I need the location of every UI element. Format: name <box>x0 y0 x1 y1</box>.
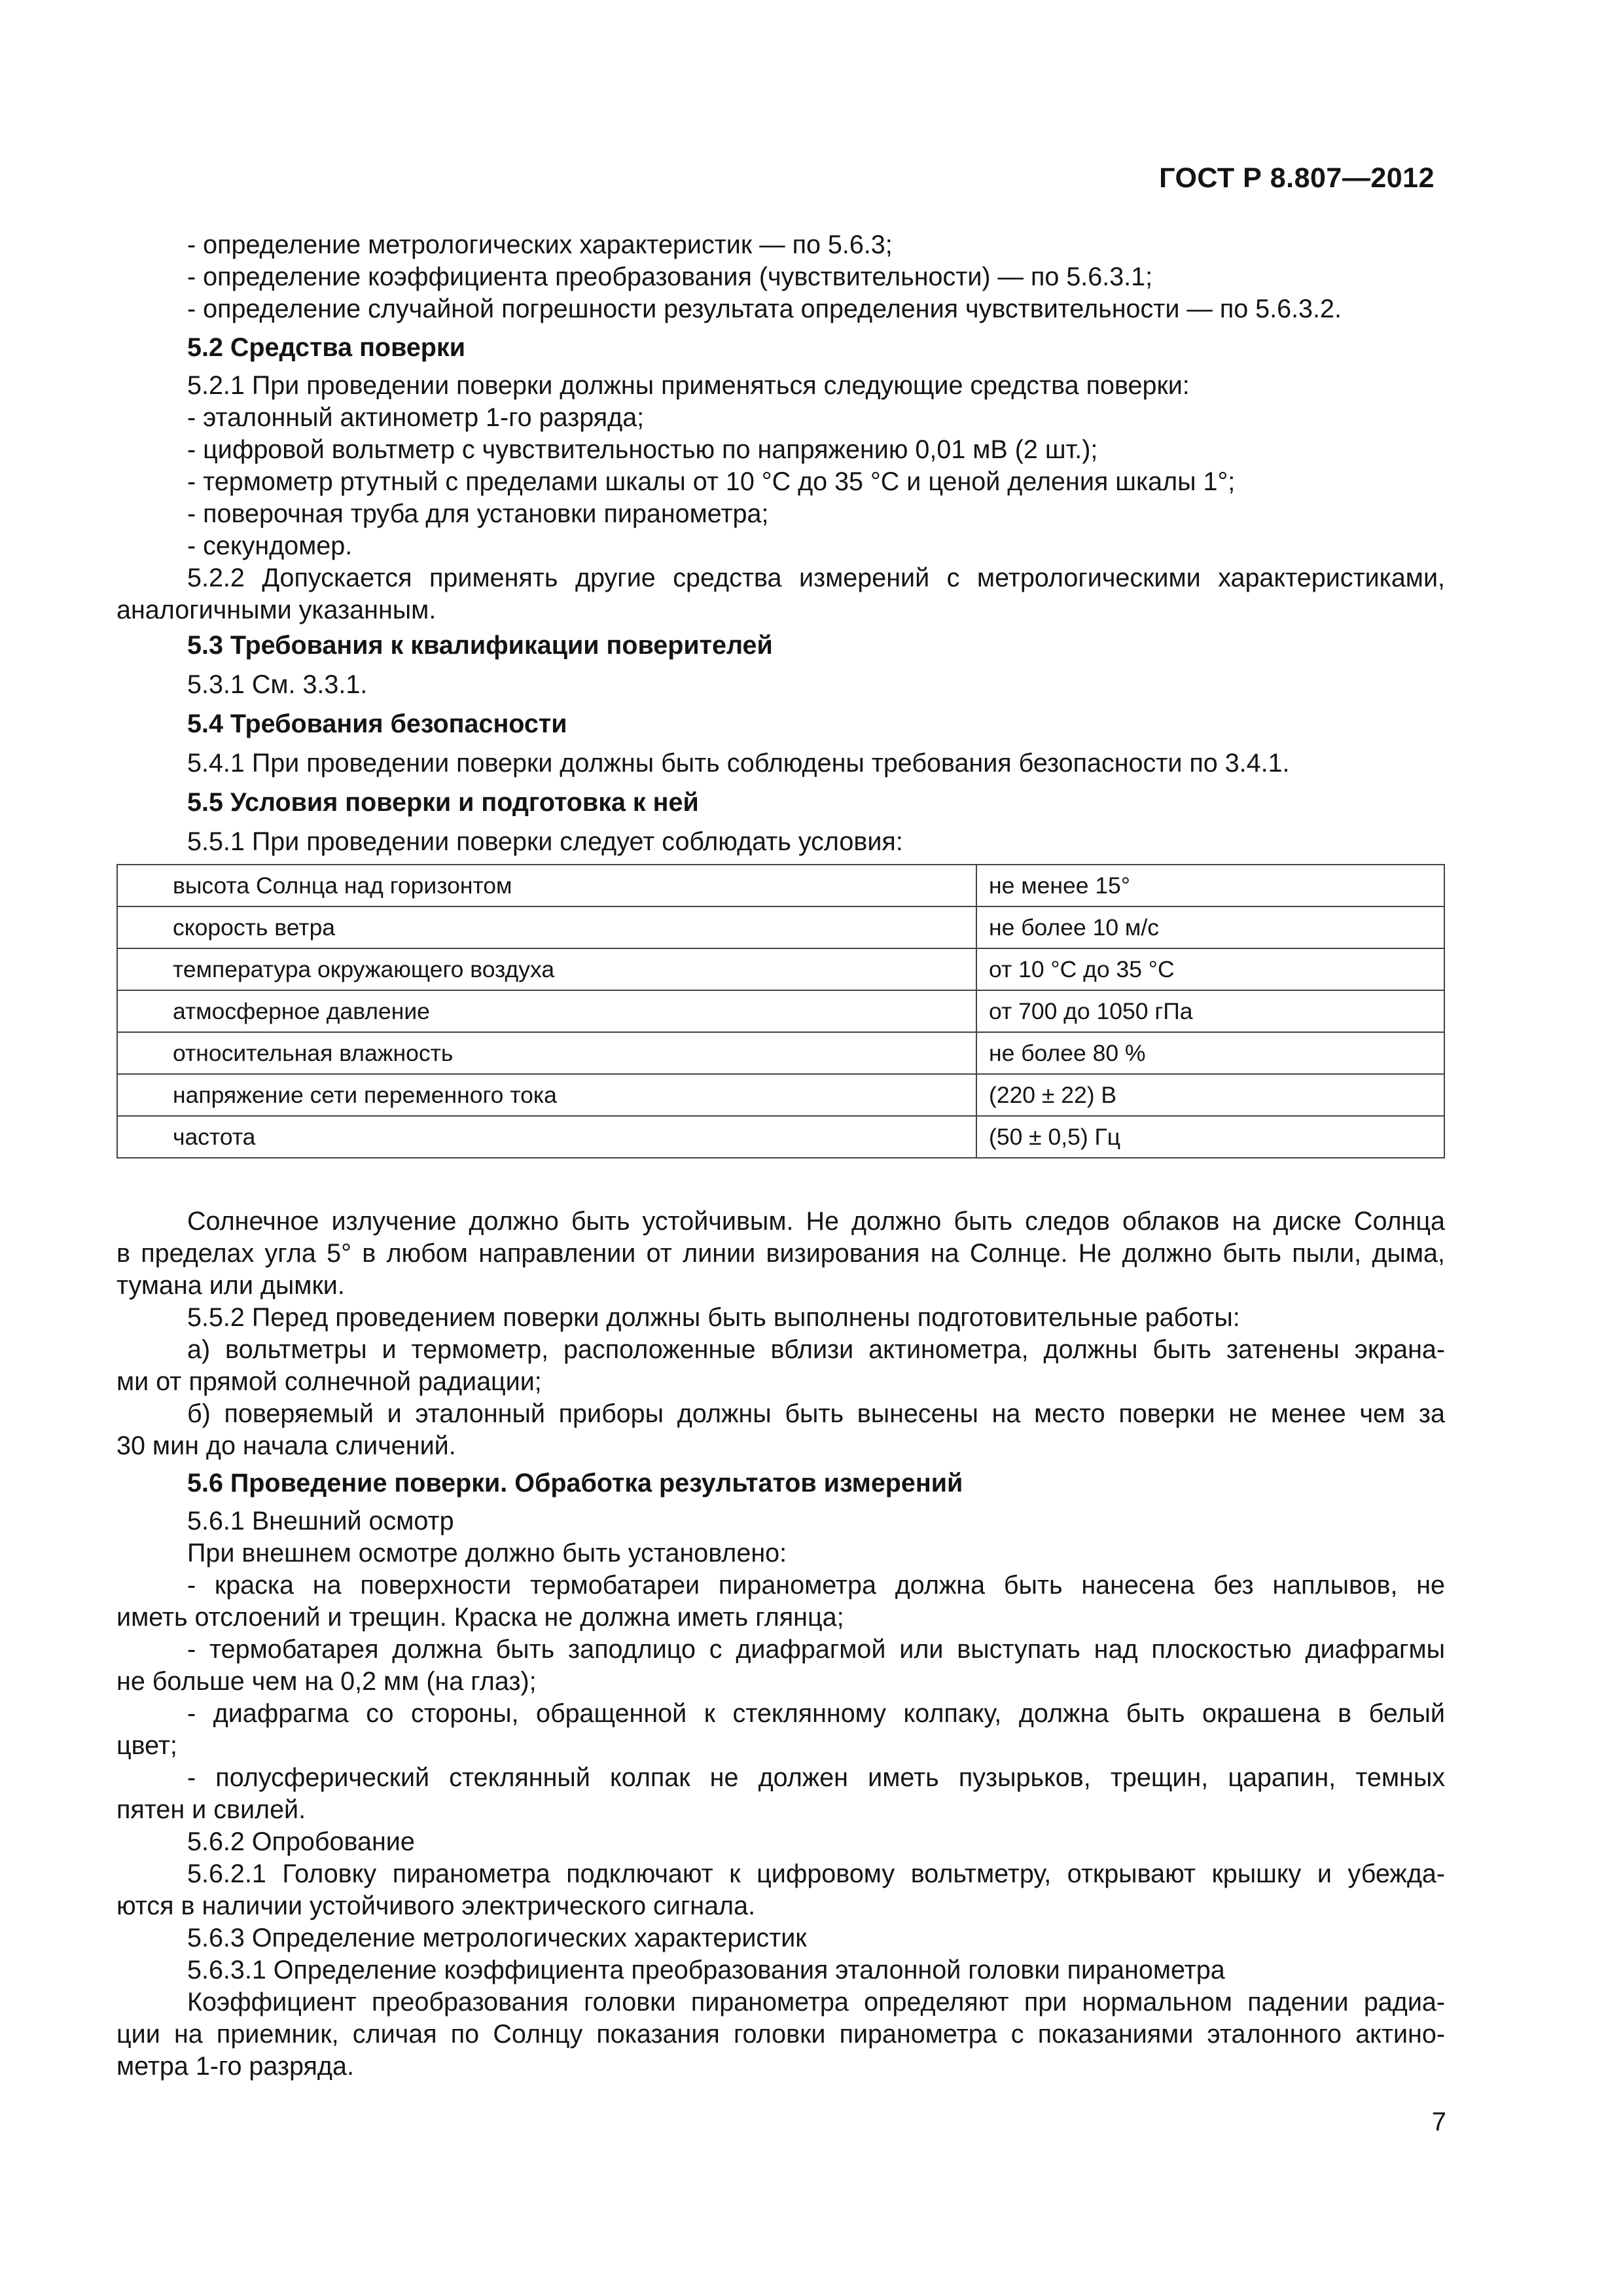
page-number: 7 <box>1431 2108 1446 2136</box>
section-heading-5-4 <box>116 708 1445 740</box>
condition-value: не более 80 % <box>976 1032 1444 1074</box>
paragraph-line: тумана или дымки. <box>116 1271 345 1300</box>
condition-name: напряжение сети переменного тока <box>117 1074 976 1116</box>
paragraph-line: ются в наличии устойчивого электрического сигнала. <box>116 1892 756 1920</box>
text-block-4 <box>116 1505 1445 2083</box>
condition-value: не более 10 м/с <box>976 906 1444 948</box>
heading-text: 5.4 Требования безопасности <box>187 709 567 738</box>
list-item: - диафрагма со стороны, обращенной к стеклянному колпаку, должна быть окрашена в белый <box>187 1699 1445 1728</box>
table-row <box>117 948 1444 990</box>
paragraph-line: 30 мин до начала сличений. <box>116 1431 456 1460</box>
condition-value: не менее 15° <box>976 865 1444 906</box>
paragraph-line: 5.6.2.1 Головку пиранометра подключают к цифровому вольтметру, открывают крышку и убежда- <box>187 1859 1445 1888</box>
heading-text: 5.3 Требования к квалификации поверителей <box>187 631 773 660</box>
paragraph-line: Коэффициент преобразования головки пиранометра определяют при нормальном падении радиа- <box>187 1988 1445 2017</box>
paragraph-line: пятен и свилей. <box>116 1795 306 1824</box>
condition-name: высота Солнца над горизонтом <box>117 865 976 906</box>
condition-name: частота <box>117 1116 976 1158</box>
paragraph-line: 5.2.1 При проведении поверки должны применяться следующие средства поверки: <box>187 371 1190 400</box>
table-row <box>117 990 1444 1032</box>
condition-name: температура окружающего воздуха <box>117 948 976 990</box>
section-heading-5-5 <box>116 787 1445 819</box>
text-block-1 <box>116 229 1445 325</box>
paragraph-line: 5.5.2 Перед проведением поверки должны быть выполнены подготовительные работы: <box>187 1303 1240 1332</box>
table-row <box>117 1074 1444 1116</box>
condition-name: скорость ветра <box>117 906 976 948</box>
text-block-2 <box>116 370 1445 626</box>
paragraph-5-5-1 <box>116 826 1445 858</box>
table-row <box>117 1032 1444 1074</box>
paragraph-5-4-1 <box>116 747 1445 780</box>
list-item: - определение случайной погрешности результата определения чувствительности — по 5.6.3.2. <box>187 295 1342 323</box>
text-block-3 <box>116 1206 1445 1462</box>
subsection-title: 5.6.2 Опробование <box>187 1827 415 1856</box>
list-item: - цифровой вольтметр с чувствительностью по напряжению 0,01 мВ (2 шт.); <box>187 435 1098 464</box>
list-item: - поверочная труба для установки пиранометра; <box>187 499 769 528</box>
paragraph-line: ции на приемник, сличая по Солнцу показания головки пиранометра с показаниями эталонного актино- <box>116 2020 1445 2049</box>
condition-value: (220 ± 22) В <box>976 1074 1444 1116</box>
paragraph-line: а) вольтметры и термометр, расположенные вблизи актинометра, должны быть затенены экрана- <box>187 1335 1445 1364</box>
section-heading-5-2 <box>116 332 1445 364</box>
table-row <box>117 865 1444 906</box>
condition-name: относительная влажность <box>117 1032 976 1074</box>
table-row <box>117 906 1444 948</box>
condition-value: от 700 до 1050 гПа <box>976 990 1444 1032</box>
document-code: ГОСТ Р 8.807—2012 <box>1159 162 1435 194</box>
heading-text: 5.5 Условия поверки и подготовка к ней <box>187 788 699 817</box>
paragraph-line: в пределах угла 5° в любом направлении от линии визирования на Солнце. Не должно быть пыли, дыма, <box>116 1239 1445 1268</box>
paragraph-line: 5.4.1 При проведении поверки должны быть соблюдены требования безопасности по 3.4.1. <box>187 749 1290 778</box>
paragraph-line: 5.5.1 При проведении поверки следует соблюдать условия: <box>187 827 903 856</box>
list-item: - определение метрологических характеристик — по 5.6.3; <box>187 230 893 259</box>
paragraph-line: Солнечное излучение должно быть устойчивым. Не должно быть следов облаков на диске Солнца <box>187 1207 1445 1236</box>
paragraph-line: При внешнем осмотре должно быть установлено: <box>187 1539 787 1568</box>
paragraph-line: цвет; <box>116 1731 177 1760</box>
condition-value: от 10 °С до 35 °С <box>976 948 1444 990</box>
paragraph-line: не больше чем на 0,2 мм (на глаз); <box>116 1667 537 1696</box>
section-heading-5-3 <box>116 630 1445 662</box>
paragraph-line: 5.2.2 Допускается применять другие средства измерений с метрологическими характеристиками, <box>187 564 1445 592</box>
paragraph-line: иметь отслоений и трещин. Краска не должна иметь глянца; <box>116 1603 844 1632</box>
list-item: - эталонный актинометр 1-го разряда; <box>187 403 645 432</box>
list-item: - термобатарея должна быть заподлицо с диафрагмой или выступать над плоскостью диафрагмы <box>187 1635 1445 1664</box>
list-item: - полусферический стеклянный колпак не должен иметь пузырьков, трещин, царапин, темных <box>187 1763 1445 1792</box>
paragraph-5-3-1 <box>116 669 1445 701</box>
subsection-title: 5.6.3.1 Определение коэффициента преобразования эталонной головки пиранометра <box>187 1956 1225 1984</box>
list-item: - определение коэффициента преобразования (чувствительности) — по 5.6.3.1; <box>187 262 1153 291</box>
list-item: - секундомер. <box>187 531 353 560</box>
table-row <box>117 1116 1444 1158</box>
paragraph-line: б) поверяемый и эталонный приборы должны быть вынесены на место поверки не менее чем за <box>187 1399 1445 1428</box>
list-item: - термометр ртутный с пределами шкалы от 10 °С до 35 °С и ценой деления шкалы 1°; <box>187 467 1236 496</box>
heading-text: 5.2 Средства поверки <box>187 333 465 362</box>
paragraph-line: 5.3.1 См. 3.3.1. <box>187 670 368 699</box>
paragraph-line: ми от прямой солнечной радиации; <box>116 1367 542 1396</box>
subsection-title: 5.6.1 Внешний осмотр <box>187 1507 454 1535</box>
paragraph-line: аналогичными указанным. <box>116 596 437 624</box>
conditions-table <box>116 864 1445 1158</box>
condition-name: атмосферное давление <box>117 990 976 1032</box>
list-item: - краска на поверхности термобатареи пиранометра должна быть нанесена без наплывов, не <box>187 1571 1445 1600</box>
condition-value: (50 ± 0,5) Гц <box>976 1116 1444 1158</box>
paragraph-line: метра 1-го разряда. <box>116 2052 354 2081</box>
heading-text: 5.6 Проведение поверки. Обработка результатов измерений <box>187 1469 963 1498</box>
subsection-title: 5.6.3 Определение метрологических характеристик <box>187 1924 807 1952</box>
section-heading-5-6 <box>116 1467 1445 1499</box>
